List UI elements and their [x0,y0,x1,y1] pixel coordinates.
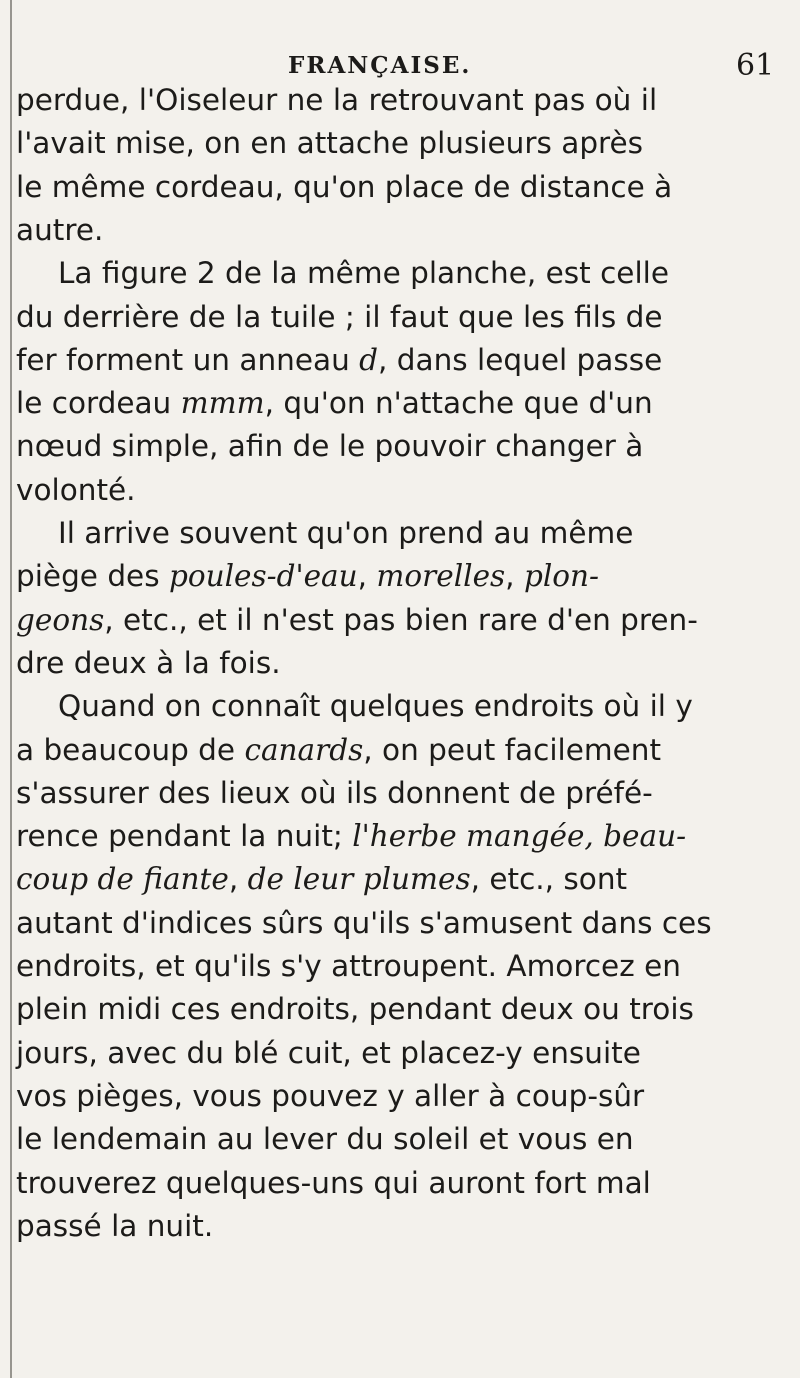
text-line [16,989,694,1029]
text-line [16,470,136,510]
text-line [16,643,281,683]
italic-text: mmm [180,386,265,421]
text-line [16,556,599,596]
text-run: autant d'indices sûrs qu'ils s'amusent dans ces [16,905,712,940]
text-run: , [357,559,377,594]
text-run: rence pendant la nuit; [16,819,353,854]
text-run: a beaucoup de [16,732,245,767]
italic-text: de leur plumes [247,862,471,897]
text-run: , etc., sont [470,862,628,897]
text-run: passé la nuit. [16,1208,214,1243]
text-run: le même cordeau, qu'on place de distance à [16,169,673,204]
text-line [16,1076,644,1116]
text-run: fer forment un anneau [16,342,360,377]
binding-edge-line [10,0,12,1378]
text-run: , [228,862,248,897]
text-line [16,816,686,856]
text-run: , etc., et il n'est pas bien rare d'en pren- [104,602,698,637]
text-run: le cordeau [16,386,181,421]
text-run: l'avait mise, on en attache plusieurs après [16,126,644,161]
text-run: le lendemain au lever du soleil et vous en [16,1122,634,1157]
text-line [16,1163,651,1203]
text-run: , qu'on n'attache que d'un [264,386,653,421]
text-run: Quand on connaît quelques endroits où il y [58,689,693,724]
text-line [16,210,103,250]
italic-text: plon- [523,559,599,594]
text-line [16,1206,213,1246]
text-run: plein midi ces endroits, pendant deux ou trois [16,992,694,1027]
text-line [16,383,653,423]
text-line [16,859,627,899]
text-line [16,80,657,120]
text-run: s'assurer des lieux où ils donnent de préfé- [16,775,653,810]
text-run: , [505,559,524,594]
text-line [16,297,662,337]
text-run: volonté. [16,472,136,507]
text-run: piège des [16,559,169,594]
text-run: Il arrive souvent qu'on prend au même [58,516,634,550]
text-line [16,1119,634,1159]
text-run: du derrière de la tuile ; il faut que les fils de [16,299,663,334]
text-line [58,686,693,726]
text-line [16,773,653,813]
text-line [58,253,669,293]
text-line [16,167,672,207]
text-run: vos pièges, vous pouvez y aller à coup-sûr [16,1078,645,1113]
italic-text: d [359,342,379,377]
italic-text: coup de fiante [16,862,229,897]
text-line [58,513,633,553]
italic-text: l'herbe mangée, beau- [352,819,687,854]
text-run: endroits, et qu'ils s'y attroupent. Amorcez en [16,949,681,983]
text-run: , on peut facilement [363,732,662,767]
text-run: perdue, l'Oiseleur ne la retrouvant pas où il [16,83,658,117]
text-line [16,1033,641,1073]
italic-text: canards [244,732,364,767]
italic-text: morelles [376,559,506,594]
text-line [16,903,712,943]
text-run: dre deux à la fois. [16,645,281,680]
text-line [16,600,698,640]
text-line [16,946,681,986]
text-run: trouverez quelques-uns qui auront fort mal [16,1165,651,1200]
text-line [16,426,643,466]
text-line [16,730,661,770]
text-run: jours, avec du blé cuit, et placez-y ensuite [16,1035,641,1070]
text-run: nœud simple, afin de le pouvoir changer à [16,429,644,464]
text-run: La figure 2 de la même planche, est celle [58,256,669,291]
italic-text: geons [16,602,105,637]
italic-text: poules-d'eau [168,559,358,594]
text-line [16,340,662,380]
page-number: 61 [736,48,775,83]
text-line [16,123,643,163]
running-title: FRANÇAISE. [288,52,472,79]
text-run: , dans lequel passe [378,342,663,377]
text-run: autre. [16,212,104,247]
